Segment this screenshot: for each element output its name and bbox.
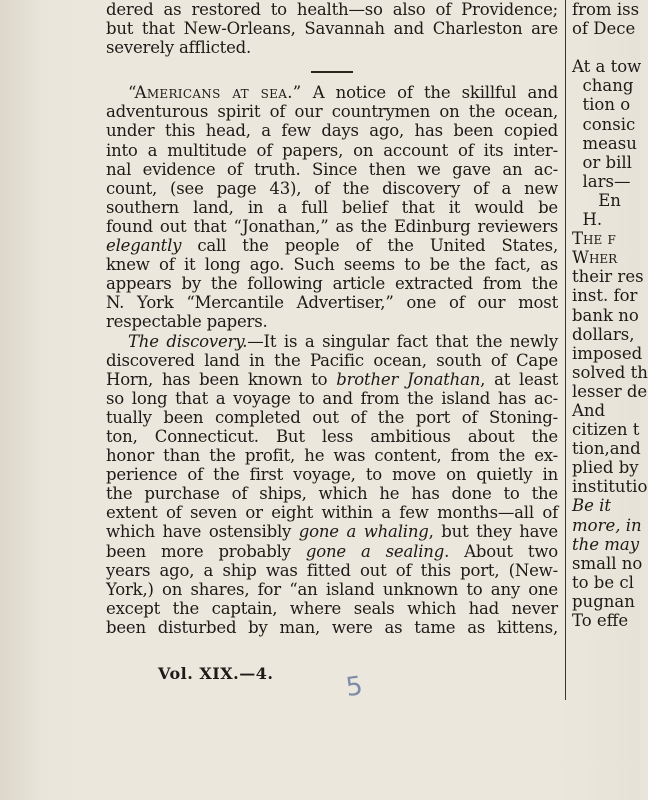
text-line: found out that “Jonathan,” as the Edinburg reviewers	[106, 216, 558, 236]
right-column-line: of Dece	[572, 19, 636, 39]
right-column-line	[572, 38, 640, 57]
right-column-line: To effe	[572, 611, 629, 630]
right-column-line: to be cl	[572, 572, 634, 592]
right-column-line: or bill	[572, 152, 632, 172]
right-column-line: tion,and	[572, 439, 641, 459]
right-column-line: from iss	[572, 0, 640, 19]
text-line: into a multitude of papers, on account of its inter-	[106, 140, 558, 160]
right-column-line: their res	[572, 267, 644, 287]
text-line: honor than the profit, he was content, from the ex-	[106, 446, 558, 466]
article-first-line: “Americans at sea.” A notice of the skillful and	[128, 83, 558, 103]
right-column-line: chang	[572, 76, 634, 96]
right-column-line: plied by	[572, 458, 639, 478]
text-line: perience of the first voyage, to move on quietly in	[106, 465, 558, 485]
right-column-line: lesser de	[572, 381, 648, 401]
right-column-line: inst. for	[572, 286, 638, 306]
americans-at-sea-article	[106, 83, 558, 331]
right-column-line: dollars,	[572, 324, 635, 344]
right-column-line: Wher	[572, 248, 618, 268]
column-divider	[565, 0, 566, 700]
volume-footer: Vol. XIX.—4.	[158, 664, 274, 683]
text-line: so long that a voyage to and from the island has ac-	[106, 388, 558, 408]
text-line: but that New-Orleans, Savannah and Charleston are	[106, 19, 558, 39]
text-line: except the captain, where seals which had never	[106, 598, 558, 618]
text-line: under this head, a few days ago, has been copied	[106, 121, 558, 141]
main-column	[106, 0, 558, 637]
right-column-line: lars—	[572, 171, 631, 191]
text-line: been more probably gone a sealing. About two	[106, 541, 558, 561]
text-line: been disturbed by man, were as tame as kittens,	[106, 617, 558, 637]
right-column-line: bank no	[572, 305, 639, 325]
right-column-line: the may	[572, 534, 640, 554]
right-column-line: H.	[572, 210, 603, 230]
text-line: elegantly call the people of the United States,	[106, 236, 558, 256]
right-column-line: citizen t	[572, 420, 640, 440]
text-line: Horn, has been known to brother Jonathan, at least	[106, 369, 559, 389]
right-column	[572, 0, 648, 630]
text-line: which have ostensibly gone a whaling, but they have	[106, 522, 558, 542]
text-line: N. York “Mercantile Advertiser,” one of our most	[106, 293, 558, 313]
text-line: tually been completed out of the port of Stoning-	[106, 407, 558, 427]
text-line: dered as restored to health—so also of Providence;	[106, 0, 558, 19]
text-line: York,) on shares, for “an island unknown to any one	[106, 579, 558, 599]
right-column-line: imposed	[572, 343, 643, 363]
right-column-line: institutio	[572, 477, 648, 497]
text-line: extent of seven or eight within a few months—all of	[106, 503, 558, 523]
discovery-lead: The discovery.	[128, 331, 248, 351]
right-column-line: pugnan	[572, 591, 635, 611]
text-line: count, (see page 43), of the discovery of a new	[106, 178, 558, 198]
discovery-first-line: The discovery.—It is a singular fact that the newly	[128, 331, 558, 351]
text-line: adventurous spirit of our countrymen on the ocean,	[106, 102, 558, 122]
article-heading: “Americans at sea.”	[128, 83, 302, 103]
text-line: nal evidence of truth. Since then we gave an ac-	[106, 159, 558, 179]
right-column-line: En	[572, 190, 621, 210]
top-paragraph	[106, 0, 558, 57]
text-line: southern land, in a full belief that it would be	[106, 197, 558, 217]
right-column-line: more, in	[572, 515, 642, 535]
right-column-line: consic	[572, 114, 636, 134]
right-column-line: The f	[572, 229, 616, 249]
right-column-line: Be it	[572, 496, 612, 516]
section-rule	[311, 71, 353, 73]
right-column-line: At a tow	[572, 57, 642, 77]
right-column-line: measu	[572, 133, 637, 153]
pencil-mark: 5	[343, 670, 365, 704]
text-line: discovered land in the Pacific ocean, south of Cape	[106, 350, 558, 370]
text-line: knew of it long ago. Such seems to be the fact, as	[106, 255, 558, 275]
text-line: respectable papers.	[106, 312, 268, 332]
right-column-line: tion o	[572, 95, 631, 115]
discovery-article	[106, 332, 558, 638]
right-column-line: solved th	[572, 362, 648, 382]
text-line: severely afflicted.	[106, 38, 252, 58]
text-line: appears by the following article extracted from the	[106, 274, 558, 294]
text-line: ton, Connecticut. But less ambitious about the	[106, 426, 558, 446]
text-line: the purchase of ships, which he has done to the	[106, 484, 558, 504]
right-column-line: And	[572, 400, 606, 420]
right-column-line: small no	[572, 553, 643, 573]
text-line: years ago, a ship was fitted out of this port, (New-	[106, 560, 558, 580]
